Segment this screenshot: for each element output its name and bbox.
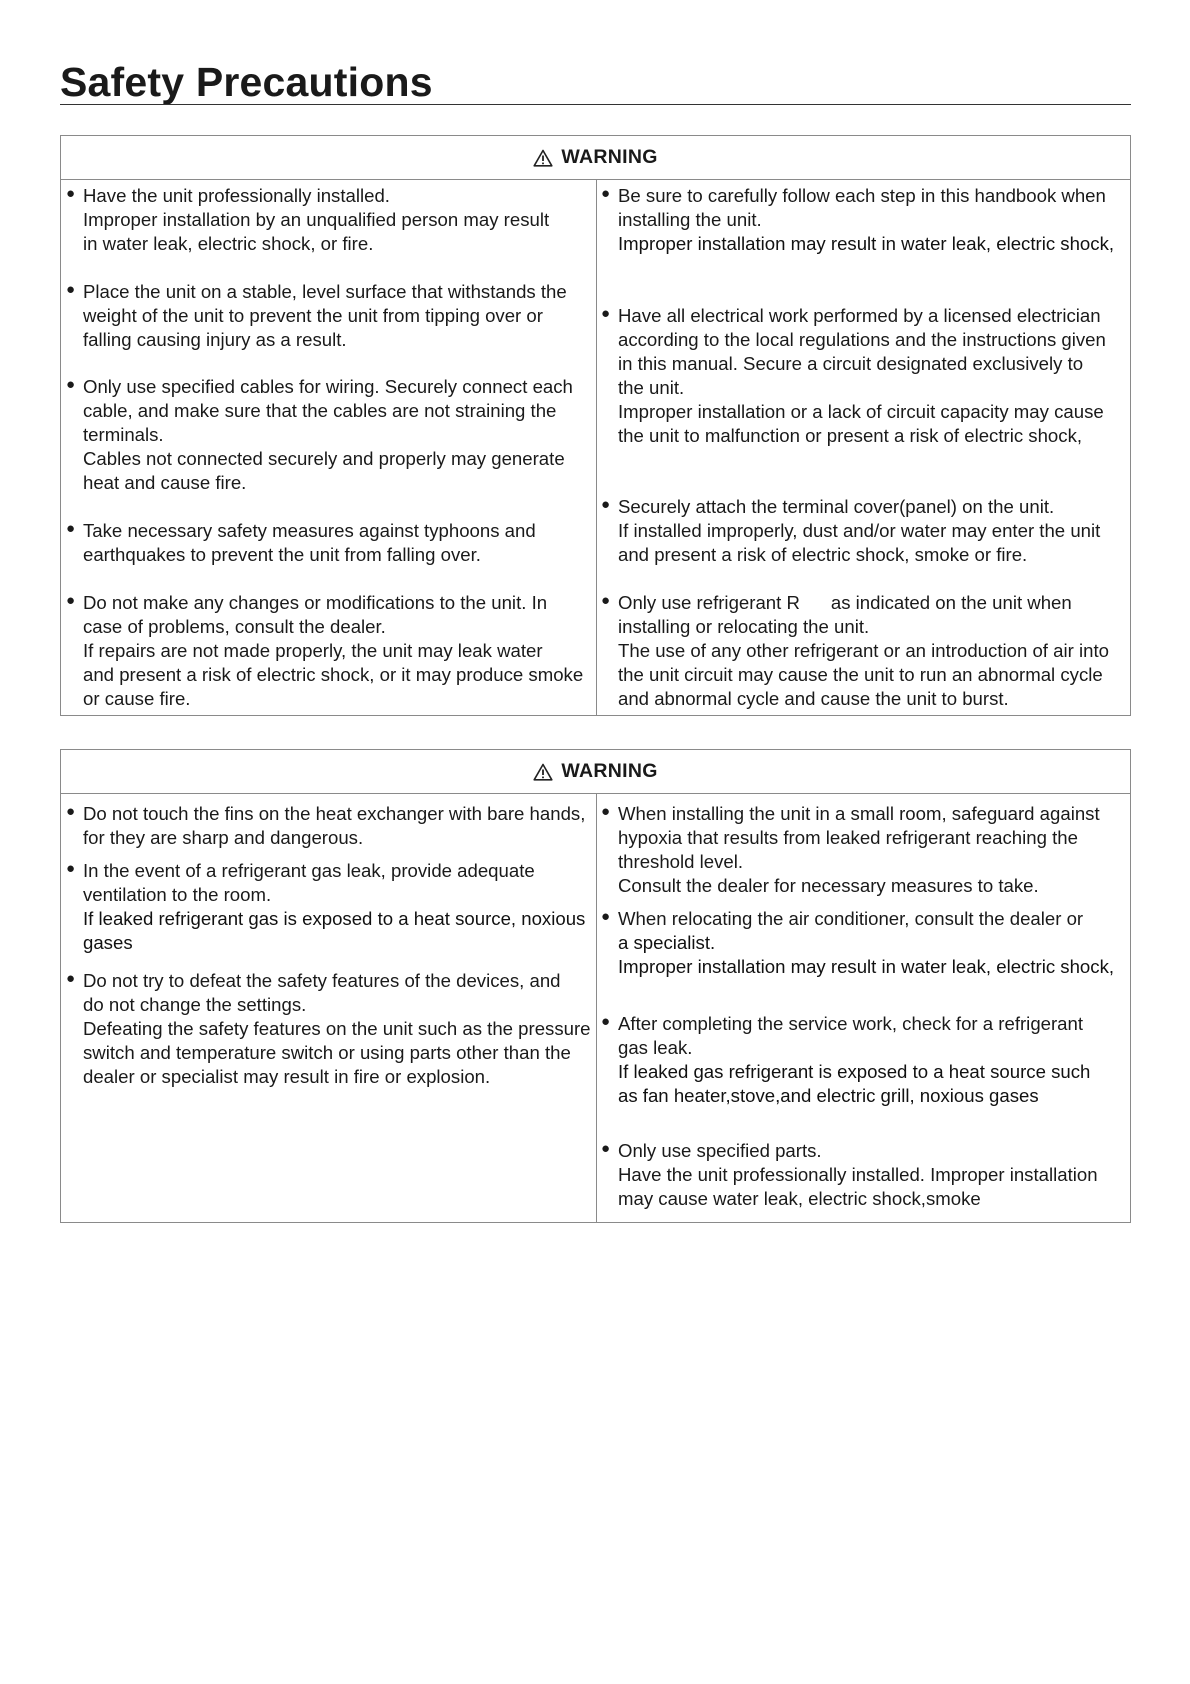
bullet-icon: ● [66, 376, 76, 393]
item-line: for they are sharp and dangerous. [83, 827, 364, 848]
item-line: Be sure to carefully follow each step in this handbook when [618, 185, 1106, 206]
item-line: switch and temperature switch or using parts other than the [83, 1042, 571, 1063]
item-line: Have the unit professionally installed. Improper installation [618, 1164, 1098, 1185]
item-line: cable, and make sure that the cables are not straining the [83, 400, 557, 421]
item-line: and present a risk of electric shock, or it may produce smoke [83, 664, 584, 685]
list-item [66, 859, 598, 955]
warning-box-1 [60, 135, 1131, 716]
item-line: If leaked refrigerant gas is exposed to a heat source, noxious [83, 908, 586, 929]
warning-box-2 [60, 749, 1131, 1223]
item-line: installing or relocating the unit. [618, 616, 870, 637]
list-item [66, 969, 598, 1089]
item-line: the unit circuit may cause the unit to run an abnormal cycle [618, 664, 1103, 685]
list-item [601, 184, 1130, 256]
bullet-icon: ● [601, 1140, 611, 1157]
item-line: If leaked gas refrigerant is exposed to a heat source such [618, 1061, 1091, 1082]
item-line: threshold level. [618, 851, 744, 872]
list-item [601, 495, 1130, 567]
bullet-icon: ● [66, 970, 76, 987]
item-line: Improper installation or a lack of circuit capacity may cause [618, 401, 1104, 422]
list-item [66, 519, 598, 567]
warning-label: WARNING [561, 760, 658, 782]
item-line: Only use specified parts. [618, 1140, 822, 1161]
warning-triangle-icon [533, 763, 553, 781]
item-line: Defeating the safety features on the unit such as the pressure [83, 1018, 591, 1039]
item-line: When installing the unit in a small room, safeguard against [618, 803, 1100, 824]
item-line: falling causing injury as a result. [83, 329, 347, 350]
item-line: After completing the service work, check for a refrigerant [618, 1013, 1084, 1034]
item-line: ventilation to the room. [83, 884, 272, 905]
warning-header [61, 136, 1130, 180]
item-line: dealer or specialist may result in fire or explosion. [83, 1066, 491, 1087]
bullet-icon: ● [601, 803, 611, 820]
item-line: or cause fire. [83, 688, 191, 709]
item-line: terminals. [83, 424, 164, 445]
item-line: Do not try to defeat the safety features of the devices, and [83, 970, 561, 991]
bullet-icon: ● [66, 281, 76, 298]
list-item [601, 304, 1130, 448]
list-item [601, 1139, 1130, 1211]
bullet-icon: ● [601, 908, 611, 925]
item-line: as fan heater,stove,and electric grill, noxious gases [618, 1085, 1039, 1106]
bullet-icon: ● [601, 496, 611, 513]
item-line: Take necessary safety measures against typhoons and [83, 520, 536, 541]
item-line: weight of the unit to prevent the unit from tipping over or [83, 305, 543, 326]
warning-header [61, 750, 1130, 794]
list-item [601, 802, 1130, 898]
page-title: Safety Precautions [60, 59, 433, 105]
bullet-icon: ● [601, 185, 611, 202]
item-line: Securely attach the terminal cover(panel) on the unit. [618, 496, 1055, 517]
item-line: do not change the settings. [83, 994, 307, 1015]
item-line: according to the local regulations and the instructions given [618, 329, 1106, 350]
list-item [66, 802, 598, 850]
item-line: When relocating the air conditioner, consult the dealer or [618, 908, 1084, 929]
item-line: in this manual. Secure a circuit designated exclusively to [618, 353, 1084, 374]
item-line: Cables not connected securely and properly may generate [83, 448, 565, 469]
list-item [601, 907, 1130, 979]
item-line: If installed improperly, dust and/or water may enter the unit [618, 520, 1101, 541]
item-line: Have the unit professionally installed. [83, 185, 390, 206]
bullet-icon: ● [601, 305, 611, 322]
list-item [66, 280, 598, 352]
item-line: installing the unit. [618, 209, 762, 230]
item-line: Improper installation by an unqualified person may result [83, 209, 550, 230]
bullet-icon: ● [66, 185, 76, 202]
warning-label: WARNING [561, 146, 658, 168]
title-rule [60, 104, 1131, 105]
list-item [66, 591, 598, 711]
list-item [66, 184, 598, 256]
bullet-icon: ● [66, 592, 76, 609]
item-line: Do not touch the fins on the heat exchanger with bare hands, [83, 803, 586, 824]
item-line: In the event of a refrigerant gas leak, provide adequate [83, 860, 535, 881]
item-line: If repairs are not made properly, the unit may leak water [83, 640, 543, 661]
item-line: may cause water leak, electric shock,smoke [618, 1188, 981, 1209]
item-line: Improper installation may result in water leak, electric shock, [618, 233, 1115, 254]
item-line: the unit to malfunction or present a risk of electric shock, [618, 425, 1083, 446]
item-line: Consult the dealer for necessary measures to take. [618, 875, 1039, 896]
bullet-icon: ● [66, 803, 76, 820]
list-item [66, 375, 598, 495]
item-line: Have all electrical work performed by a licensed electrician [618, 305, 1101, 326]
item-line: and abnormal cycle and cause the unit to burst. [618, 688, 1009, 709]
item-line: Improper installation may result in water leak, electric shock, [618, 956, 1115, 977]
item-line: hypoxia that results from leaked refrigerant reaching the [618, 827, 1078, 848]
item-line: earthquakes to prevent the unit from falling over. [83, 544, 481, 565]
bullet-icon: ● [66, 860, 76, 877]
item-line: Only use specified cables for wiring. Securely connect each [83, 376, 573, 397]
bullet-icon: ● [601, 1013, 611, 1030]
item-line: The use of any other refrigerant or an introduction of air into [618, 640, 1109, 661]
list-item [601, 591, 1130, 711]
item-line: the unit. [618, 377, 685, 398]
item-line: Do not make any changes or modifications to the unit. In [83, 592, 548, 613]
bullet-icon: ● [66, 520, 76, 537]
item-line: gas leak. [618, 1037, 693, 1058]
item-line: heat and cause fire. [83, 472, 247, 493]
item-line: Only use refrigerant R as indicated on the unit when [618, 592, 1072, 613]
item-line: in water leak, electric shock, or fire. [83, 233, 374, 254]
item-line: Place the unit on a stable, level surface that withstands the [83, 281, 567, 302]
list-item [601, 1012, 1130, 1108]
item-line: gases [83, 932, 133, 953]
item-line: and present a risk of electric shock, smoke or fire. [618, 544, 1028, 565]
bullet-icon: ● [601, 592, 611, 609]
warning-triangle-icon [533, 149, 553, 167]
item-line: a specialist. [618, 932, 716, 953]
item-line: case of problems, consult the dealer. [83, 616, 386, 637]
